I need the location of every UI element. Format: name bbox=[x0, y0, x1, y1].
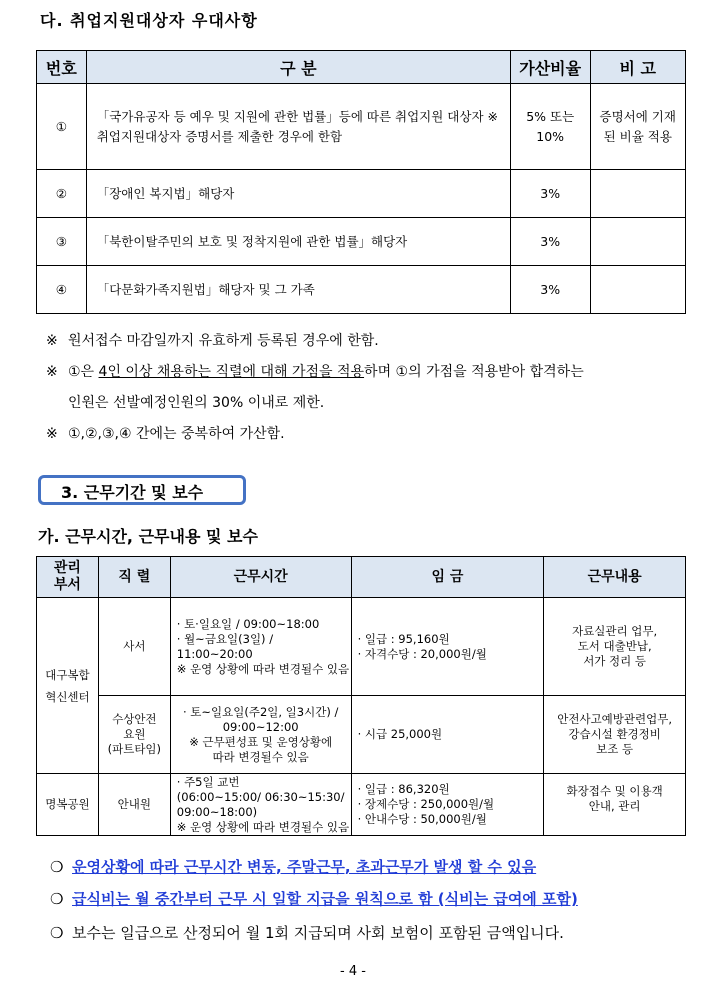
row-desc: 「다문화가족지원법」해당자 및 그 가족 bbox=[86, 266, 510, 314]
table-row bbox=[37, 84, 686, 170]
row-desc: 「장애인 복지법」해당자 bbox=[86, 170, 510, 218]
header-no: 번호 bbox=[37, 51, 87, 84]
row-desc: 「북한이탈주민의 보호 및 정착지원에 관한 법률」해당자 bbox=[86, 218, 510, 266]
row-no: ③ bbox=[37, 218, 87, 266]
wage-cell: · 일급 : 86,320원 · 장제수당 : 250,000원/월 · 안내수당 : 50,000원/월 bbox=[351, 774, 544, 836]
wage-cell: · 시급 25,000원 bbox=[351, 696, 544, 774]
bullet-text: 급식비는 월 중간부터 근무 시 일할 지급을 원칙으로 함 (식비는 급여에 포함) bbox=[72, 890, 578, 908]
header-remark: 비 고 bbox=[590, 51, 686, 84]
job-cell: 사서 bbox=[98, 598, 170, 696]
table-row bbox=[37, 170, 686, 218]
wage-cell: · 일급 : 95,160원 · 자격수당 : 20,000원/월 bbox=[351, 598, 544, 696]
preference-table bbox=[36, 50, 686, 314]
duty-cell: 자료실관리 업무, 도서 대출반납, 서가 정리 등 bbox=[544, 598, 686, 696]
note-text-b: 하며 ①의 가점을 적용받아 합격하는 bbox=[364, 364, 584, 380]
section-title-da: 다. 취업지원대상자 우대사항 bbox=[40, 11, 258, 30]
job-cell: 안내원 bbox=[98, 774, 170, 836]
note-2 bbox=[46, 361, 686, 383]
bullet-text: 운영상황에 따라 근무시간 변동, 주말근무, 초과근무가 발생 할 수 있음 bbox=[72, 858, 537, 876]
row-rate: 3% bbox=[510, 266, 590, 314]
bullet-3 bbox=[50, 922, 564, 944]
note-3 bbox=[46, 423, 285, 445]
table-row bbox=[37, 266, 686, 314]
table-header-row bbox=[37, 557, 686, 598]
header-hours: 근무시간 bbox=[170, 557, 351, 598]
note-mark: ※ bbox=[46, 426, 58, 442]
hours-cell: · 주5일 교번 (06:00~15:00/ 06:30~15:30/ 09:00~18:00) ※ 운영 상황에 따라 변경될수 있음 bbox=[170, 774, 351, 836]
bullet-mark: ❍ bbox=[50, 858, 64, 876]
table-header-row bbox=[37, 51, 686, 84]
duty-cell: 화장접수 및 이용객 안내, 관리 bbox=[544, 774, 686, 836]
row-no: ① bbox=[37, 84, 87, 170]
note-text: 원서접수 마감일까지 유효하게 등록된 경우에 한함. bbox=[68, 333, 379, 349]
row-rate: 3% bbox=[510, 170, 590, 218]
hours-cell: · 토~일요일(주2일, 일3시간) / 09:00~12:00 ※ 근무편성표 및 운영상황에 따라 변경될수 있음 bbox=[170, 696, 351, 774]
dept-cell: 대구복합 혁신센터 bbox=[37, 598, 99, 774]
hours-cell: · 토·일요일 / 09:00~18:00 · 월~금요일(3일) / 11:00~20:00 ※ 운영 상황에 따라 변경될수 있음 bbox=[170, 598, 351, 696]
job-cell: 수상안전 요원 (파트타임) bbox=[98, 696, 170, 774]
row-rate: 3% bbox=[510, 218, 590, 266]
header-category: 구 분 bbox=[86, 51, 510, 84]
header-job: 직 렬 bbox=[98, 557, 170, 598]
bullet-text: 보수는 일급으로 산정되어 월 1회 지급되며 사회 보험이 포함된 금액입니다. bbox=[72, 924, 564, 942]
bullet-mark: ❍ bbox=[50, 890, 64, 908]
header-rate: 가산비율 bbox=[510, 51, 590, 84]
header-wage: 임 금 bbox=[351, 557, 544, 598]
row-no: ④ bbox=[37, 266, 87, 314]
header-dept: 관리 부서 bbox=[37, 557, 99, 598]
row-remark bbox=[590, 266, 686, 314]
row-rate: 5% 또는 10% bbox=[510, 84, 590, 170]
bullet-1 bbox=[50, 856, 536, 878]
duty-cell: 안전사고예방관련업무, 강습시설 환경정비 보조 등 bbox=[544, 696, 686, 774]
note-1 bbox=[46, 330, 379, 352]
note-mark: ※ bbox=[46, 333, 58, 349]
note-text-underlined: 4인 이상 채용하는 직렬에 대해 가점을 적용 bbox=[98, 364, 365, 380]
table-row bbox=[37, 598, 686, 696]
row-remark bbox=[590, 170, 686, 218]
dept-cell: 명복공원 bbox=[37, 774, 99, 836]
note-2-cont: 인원은 선발예정인원의 30% 이내로 제한. bbox=[68, 395, 325, 411]
work-conditions-table bbox=[36, 556, 686, 836]
row-remark bbox=[590, 218, 686, 266]
note-text-a: ①은 bbox=[68, 364, 99, 380]
row-no: ② bbox=[37, 170, 87, 218]
note-text: ①,②,③,④ 간에는 중복하여 가산함. bbox=[68, 426, 285, 442]
bullet-mark: ❍ bbox=[50, 924, 64, 942]
table-row bbox=[37, 218, 686, 266]
row-desc: 「국가유공자 등 예우 및 지원에 관한 법률」등에 따른 취업지원 대상자 ※ 취업지원대상자 증명서를 제출한 경우에 한함 bbox=[86, 84, 510, 170]
table-row bbox=[37, 774, 686, 836]
section-title-ga: 가. 근무시간, 근무내용 및 보수 bbox=[38, 527, 258, 546]
table-row bbox=[37, 696, 686, 774]
page-number: - 4 - bbox=[340, 964, 366, 979]
bullet-2 bbox=[50, 888, 578, 910]
note-mark: ※ bbox=[46, 364, 58, 380]
section-3-title: 3. 근무기간 및 보수 bbox=[38, 475, 246, 505]
header-duty: 근무내용 bbox=[544, 557, 686, 598]
row-remark: 증명서에 기재된 비율 적용 bbox=[590, 84, 686, 170]
